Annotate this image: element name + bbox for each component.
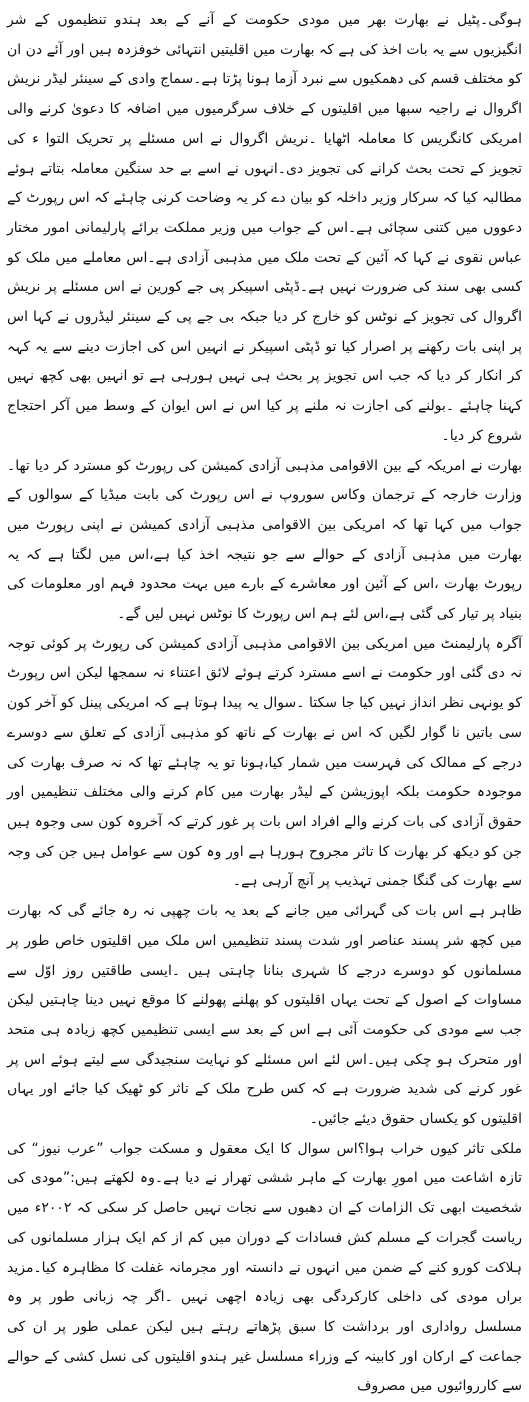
article-paragraph-1: ہوگی۔پٹیل نے بھارت بھر میں مودی حکومت کے آنے کے بعد ہندو تنظیموں کے شر انگیزیوں سے یہ بات اخذ کی ہے کہ بھارت میں اقلیتیں انتہائی خوفزدہ ہیں اور آئے دن ان کو مختلف قسم کی دھمکیوں سے نبرد آزما ہونا پڑتا ہے۔سماج وادی کے سینئر لیڈر نریش اگروال نے راجیہ سبھا میں اقلیتوں کے خلاف سرگرمیوں میں اضافہ کا دعویٰ کرنے والی امریکی کانگریس کا معاملہ اٹھایا ۔نریش اگروال نے اس مسئلے پر تحریک التوا ء کی تجویز کے تحت بحث کرانے کی تجویز دی۔انہوں نے اسے بے حد سنگین معاملہ بتاتے ہوئے مطالبہ کیا کہ سرکار وزیر داخلہ کو بیان دے کر یہ وضاحت کرنی چاہئے کہ اس رپورٹ کے دعووں میں کتنی سچائی ہے۔اس کے جواب میں وزیر مملکت برائے پارلیمانی امور مختار عباس نقوی نے کہا کہ آئین کے تحت ملک میں مذہبی آزادی ہے۔اس معاملے میں ملک کو کسی بھی سند کی ضرورت نہیں ہے۔ڈپٹی اسپیکر پی جے کورین نے اس مسئلے پر نریش اگروال کی تجویز کے نوٹس کو خارج کر دیا جبکہ بی جے پی کے سینئر لیڈروں نے کہا اس پر اپنی بات رکھنے پر اصرار کیا تو ڈپٹی اسپیکر نے انہیں اس کی اجازت دینے سے یہ کہہ کر انکار کر دیا کہ جب اس تجویز پر بحث ہی نہیں ہورہی ہے تو انہیں بھی کچھ نہیں کہنا چاہئے ۔بولنے کی اجازت نہ ملنے پر کیا اس نے اس ایوان کے وسط میں آکر احتجاج شروع کر دیا۔ <box>7 12 522 444</box>
article-paragraph-2: بھارت نے امریکہ کے بین الاقوامی مذہبی آزادی کمیشن کی رپورٹ کو مسترد کر دیا تھا۔وزارت خارجہ کے ترجمان وکاس سوروپ نے اس رپورٹ کی بابت میڈیا کے سوالوں کے جواب میں کہا تھا کہ امریکی بین الاقوامی مذہبی آزادی کمیشن نے اپنی رپورٹ میں بھارت میں مذہبی آزادی کے حوالے سے جو نتیجہ اخذ کیا ہے،اس میں لگتا ہے کہ یہ رپورٹ بھارت ،اس کے آئین اور معاشرے کے بارے میں بہت محدود فہم اور معلومات کی بنیاد پر تیار کی گئی ہے،اس لئے ہم اس رپورٹ کا نوٹس نہیں لیں گے۔ <box>7 457 522 623</box>
article-paragraph-5: ملکی تاثر کیوں خراب ہوا؟اس سوال کا ایک معقول و مسکت جواب ”عرب نیوز“ کی تازہ اشاعت میں امورِ بھارت کے ماہر ششی تھرار نے دیا ہے۔وہ لکھتے ہیں:”مودی کی شخصیت ابھی تک الزامات کے ان دھبوں سے نجات نہیں حاصل کر سکی کہ ۲۰۰۲ء میں ریاست گجرات کے مسلم کش فسادات کے دوران میں کم از کم ایک ہزار مسلمانوں کی ہلاکت کورو کنے کے ضمن میں انہوں نے دانستہ اور مجرمانہ غفلت کا مظاہرہ کیا۔مزید براں مودی کی داخلی کارکردگی بھی زیادہ اچھی نہیں ۔اگر چہ زبانی طور پر وہ مسلسل رواداری اور برداشت کا سبق پڑھاتے رہتے ہیں لیکن عملی طور پر ان کی جماعت کے ارکان اور کابینہ کے وزراء مسلسل غیر ہندو اقلیتوں کی نسل کشی کے حوالے سے کارروائیوں میں مصروف <box>7 1140 523 1395</box>
article-paragraph-3: آگرہ پارلیمنٹ میں امریکی بین الاقوامی مذہبی آزادی کمیشن کی رپورٹ پر کوئی توجہ نہ دی گئی اور حکومت نے اسے مسترد کرتے ہوئے لائق اعتناء نہ سمجھا لیکن اس رپورٹ کو یونہی نظر انداز نہیں کیا جا سکتا ۔سوال یہ پیدا ہوتا ہے کہ امریکی پینل کو آخر کون سی باتیں نا گوار لگیں کہ اس نے بھارت کے ناتھ کو مذہبی آزادی کے تعلق سے دوسرے درجے کے ممالک کی فہرست میں شمار کیا،ہونا تو یہ چاہئے تھا کہ نہ صرف بھارت کی موجودہ حکومت بلکہ اپوزیشن کے لیڈر بھارت میں کام کرنے والی مختلف تنظیمیں اور حقوق آزادی کی بات کرنے والے افراد اس بات پر غور کرتے کہ آخروہ کون سی وجوہ ہیں جن کو دیکھ کر بھارت کا تاثر مجروح ہورہا ہے اور وہ کون سے عوامل ہیں جن کی وجہ سے بھارت کی گنگا جمنی تہذیب پر آنچ آرہی ہے۔ <box>7 635 522 890</box>
article-paragraph-4: ظاہر ہے اس بات کی گہرائی میں جانے کے بعد یہ بات چھپی نہ رہ جائے گی کہ بھارت میں کچھ شر پسند عناصر اور شدت پسند تنظیمیں اس ملک میں اقلیتوں خاص طور پر مسلمانوں کو دوسرے درجے کا شہری بنانا چاہتی ہیں ۔ایسی طاقتیں روز اوّل سے مساوات کے اصول کے تحت یہاں اقلیتوں کو پھلنے پھولنے کا موقع نہیں دینا چاہتیں لیکن جب سے مودی کی حکومت آئی ہے اس کے بعد سے ایسی تنظیمیں کچھ زیادہ ہی متحد اور متحرک ہو چکی ہیں۔اس لئے اس مسئلے کو نہایت سنجیدگی سے لیتے ہوئے اس پر غور کرنے کی شدید ضرورت ہے کہ کس طرح ملک کے تاثر کو ٹھیک کیا جائے اور یہاں اقلیتوں کو یکساں حقوق دیئے جائیں۔ <box>7 903 522 1128</box>
